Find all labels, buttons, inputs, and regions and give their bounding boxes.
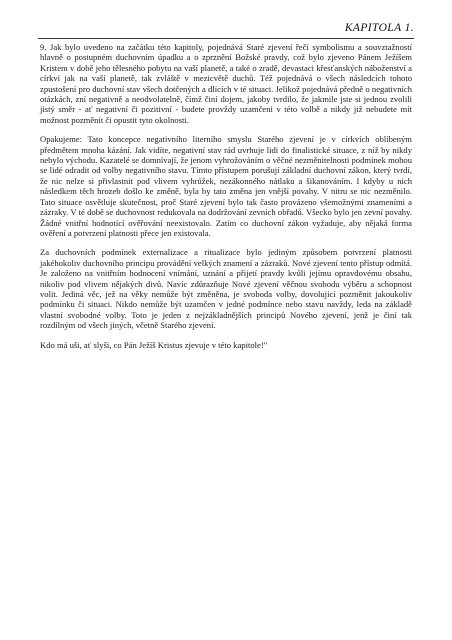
paragraph-2: Opakujeme: Tato koncepce negativního literního smyslu Starého zjevení je v církvích oblíbeným předmětem mnoha kázání. Jak vidíte, negativní stav rád uvrhuje lidi do finalistické situace, z níž by nikdy nebylo východu. Kazatelé se domnívají, že jenom vyhrožováním o věčné nezměnitelnosti podmínek mohou se lidé odradit od volby negativního stavu. Tímto přístupem porušují základní duchovní zákon, který tvrdí, že nic nelze si přivlastnit pod vlivem vyhrůžek, nezákonného nátlaku a šikanováním. I kdyby u nich následkem těch hrozeb došlo ke změně, byla by tato změna jen vnější povahy. V nitru se nic nezměnilo. Tato situace osvětluje skutečnost, proč Staré zjevení bylo tak často provázeno všemožnými znameními a zázraky. V té době se duchovnost redukovala na dodržování zevních obřadů. Všecko bylo jen zevní povahy. Žádné vnitřní hodnotící ověřování neexistovalo. Zatím co duchovní zákon vyžaduje, aby nějaká forma ověření a potvrzení platnosti přece jen existovala.	[40, 134, 412, 238]
paragraph-4: Kdo má uši, ať slyší, co Pán Ježíš Kristus zjevuje v této kapitole!"	[40, 339, 268, 350]
chapter-header: KAPITOLA 1.	[344, 22, 414, 34]
paragraph-3: Za duchovních podmínek externalizace a ritualizace bylo jediným způsobem potvrzení platnosti jakéhokoliv duchovního principu provádění velkých znamení a zázraků. Nové zjevení tento přístup odmítá. Je založeno na vnitřním hodnocení vnímání, uznání a přijetí pravdy kvůli jejímu opravdovému obsahu, nikoliv pod vlivem nějakých divů. Navíc zdůrazňuje Nové zjevení věčnou svobodu výběru a schopnost volit. Jediná věc, jež na věky nemůže být změněna, je svoboda volby, dovolující pozměnit jakoukoliv podmínku či situaci. Nikdo nemůže být uzamčen v jedné podmínce nebo stavu navždy, leda na základě vlastní svobodné volby. Toto je jeden z nejzákladnějších principů Nového zjevení, jenž je činí tak rozdílným od všech jiných, včetně Starého zjevení.	[40, 247, 412, 331]
body-text	[40, 42, 412, 359]
paragraph-1: 9. Jak bylo uvedeno na začátku této kapitoly, pojednává Staré zjevení řečí symbolismu a souvztažností hlavně o postupném duchovním úpadku a o zprznění Božské pravdy, což bylo zjeveno Pánem Ježíšem Kristem v době jeho tělesného pobytu na vaší planetě, a také o zradě, devastaci křesťanských náboženství a církví jak na vaší planetě, tak zvláště v meziсvětě duchů. Též pojednává o všech následcích tohoto zpustošení pro duchovní stav všech dotčených a dlících v té situaci. Jelikož pojednává předně o negativních otázkách, zní negativně a neodvolatelně, čímž činí dojem, jakoby tvrdilo, že jakmile jste si jednou zvolili jistý směr - ať negativní či pozitivní - budete provždy uzamčeni v této volbě a nikdy již nebudete mít možnost pozměnit či opustit tyto okolnosti.	[40, 42, 412, 125]
header-rule	[38, 38, 414, 39]
